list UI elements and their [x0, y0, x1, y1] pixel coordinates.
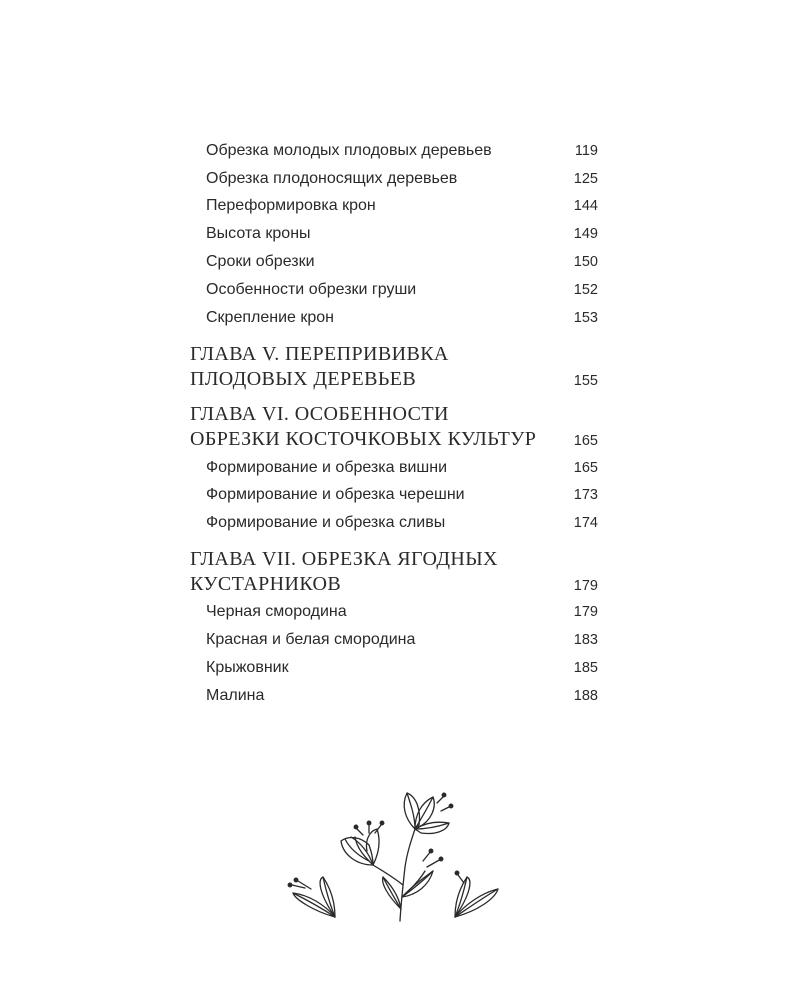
- floral-ornament-icon: [265, 785, 525, 925]
- toc-entry-title: Формирование и обрезка вишни: [206, 459, 447, 476]
- toc-entry: [206, 602, 598, 622]
- toc-entry: [206, 630, 598, 650]
- toc-entry-page: 179: [573, 604, 598, 620]
- toc-entry-page: 119: [574, 143, 598, 159]
- toc-entry-title: Скрепление крон: [206, 309, 334, 326]
- chapter-heading: [190, 547, 598, 599]
- toc-entry: [206, 196, 598, 216]
- right-flower-icon: [404, 793, 453, 834]
- toc-entry: [206, 252, 598, 272]
- toc-entry-page: 152: [573, 282, 598, 298]
- toc-entry-page: 188: [573, 688, 598, 704]
- toc-entry-page: 144: [573, 198, 598, 214]
- toc-entry-page: 165: [573, 460, 598, 476]
- toc-entry-title: Малина: [206, 687, 265, 704]
- left-leaf-icon: [288, 877, 335, 917]
- chapter-page: 179: [573, 578, 598, 594]
- right-leaf-icon: [455, 871, 498, 917]
- toc-entry: [206, 224, 598, 244]
- chapter-page: 155: [573, 373, 598, 389]
- toc-entry-page: 125: [573, 171, 598, 187]
- toc-entry: [206, 658, 598, 678]
- toc-entry-title: Особенности обрезки груши: [206, 281, 417, 298]
- chapter-title-line: ГЛАВА VII. ОБРЕЗКА ЯГОДНЫХ: [190, 548, 498, 570]
- toc-entry-title: Черная смородина: [206, 603, 347, 620]
- toc-entry-title: Обрезка плодоносящих деревьев: [206, 170, 458, 187]
- toc-entry-title: Крыжовник: [206, 659, 289, 676]
- chapter-title-line: ПЛОДОВЫХ ДЕРЕВЬЕВ: [190, 368, 417, 390]
- toc-entry-page: 173: [573, 487, 598, 503]
- chapter-heading: [190, 342, 598, 394]
- toc-entry-page: 150: [573, 254, 598, 270]
- chapter-title-line: ОБРЕЗКИ КОСТОЧКОВЫХ КУЛЬТУР: [190, 428, 537, 450]
- toc-entry-page: 185: [573, 660, 598, 676]
- toc-entry: [206, 280, 598, 300]
- toc-entry-page: 153: [573, 310, 598, 326]
- toc-entry-title: Переформировка крон: [206, 197, 376, 214]
- toc-entry-page: 174: [573, 515, 598, 531]
- toc-entry: [206, 141, 598, 161]
- toc-entry: [206, 513, 598, 533]
- toc-entry: [206, 485, 598, 505]
- toc-entry: [206, 308, 598, 328]
- toc-entry-title: Красная и белая смородина: [206, 631, 416, 648]
- toc-entry: [206, 686, 598, 706]
- chapter-title-line: ГЛАВА V. ПЕРЕПРИВИВКА: [190, 343, 449, 365]
- toc-entry-title: Высота кроны: [206, 225, 311, 242]
- toc-entry-title: Формирование и обрезка черешни: [206, 486, 465, 503]
- chapter-page: 165: [573, 433, 598, 449]
- toc-entry-page: 149: [573, 226, 598, 242]
- chapter-title-line: ГЛАВА VI. ОСОБЕННОСТИ: [190, 403, 449, 425]
- flower-stem-icon: [373, 829, 443, 921]
- toc-entry-title: Формирование и обрезка сливы: [206, 514, 446, 531]
- chapter-title-line: КУСТАРНИКОВ: [190, 573, 342, 595]
- toc-entry-title: Обрезка молодых плодовых деревьев: [206, 142, 492, 159]
- chapter-heading: [190, 402, 598, 454]
- toc-entry-title: Сроки обрезки: [206, 253, 315, 270]
- toc-entry: [206, 458, 598, 478]
- toc-entry: [206, 169, 598, 189]
- toc-entry-page: 183: [573, 632, 598, 648]
- left-flower-icon: [341, 821, 384, 865]
